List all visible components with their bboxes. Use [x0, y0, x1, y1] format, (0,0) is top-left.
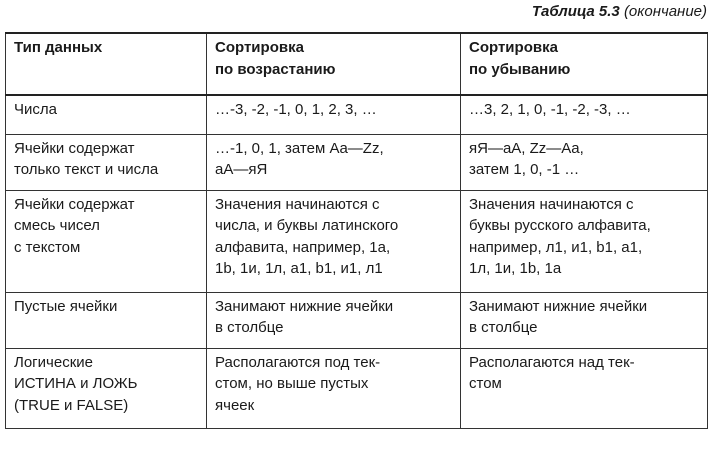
cell-descending: Занимают нижние ячейки в столбце — [461, 292, 708, 348]
sort-order-table — [5, 32, 708, 429]
header-descending: Сортировка по убыванию — [461, 33, 708, 95]
table-row — [6, 134, 708, 190]
cell-data-type: Числа — [6, 95, 207, 134]
cell-descending: …3, 2, 1, 0, -1, -2, -3, … — [461, 95, 708, 134]
header-ascending: Сортировка по возрастанию — [207, 33, 461, 95]
cell-ascending: Занимают нижние ячейки в столбце — [207, 292, 461, 348]
cell-data-type: Пустые ячейки — [6, 292, 207, 348]
header-data-type: Тип данных — [6, 33, 207, 95]
cell-ascending: …-1, 0, 1, затем Aa—Zz, aA—яЯ — [207, 134, 461, 190]
cell-data-type: Ячейки содержат только текст и числа — [6, 134, 207, 190]
table-row — [6, 95, 708, 134]
cell-data-type: Логические ИСТИНА и ЛОЖЬ (TRUE и FALSE) — [6, 348, 207, 428]
cell-ascending: Располагаются под тек- стом, но выше пустых ячеек — [207, 348, 461, 428]
table-caption-label: Таблица 5.3 — [531, 3, 620, 20]
cell-descending: Значения начинаются с буквы русского алфавита, например, л1, и1, b1, а1, 1л, 1и, 1b, 1а — [461, 190, 708, 292]
cell-data-type: Ячейки содержат смесь чисел с текстом — [6, 190, 207, 292]
table-row — [6, 190, 708, 292]
table-caption-note: (окончание) — [623, 3, 707, 20]
cell-ascending: …-3, -2, -1, 0, 1, 2, 3, … — [207, 95, 461, 134]
cell-descending: яЯ—aA, Zz—Aa, затем 1, 0, -1 … — [461, 134, 708, 190]
cell-descending: Располагаются над тек- стом — [461, 348, 708, 428]
table-row — [6, 292, 708, 348]
cell-ascending: Значения начинаются с числа, и буквы латинского алфавита, например, 1а, 1b, 1и, 1л, а1, b1, и1, л1 — [207, 190, 461, 292]
table-row — [6, 348, 708, 428]
table-header-row — [6, 33, 708, 95]
table-caption — [532, 3, 707, 21]
